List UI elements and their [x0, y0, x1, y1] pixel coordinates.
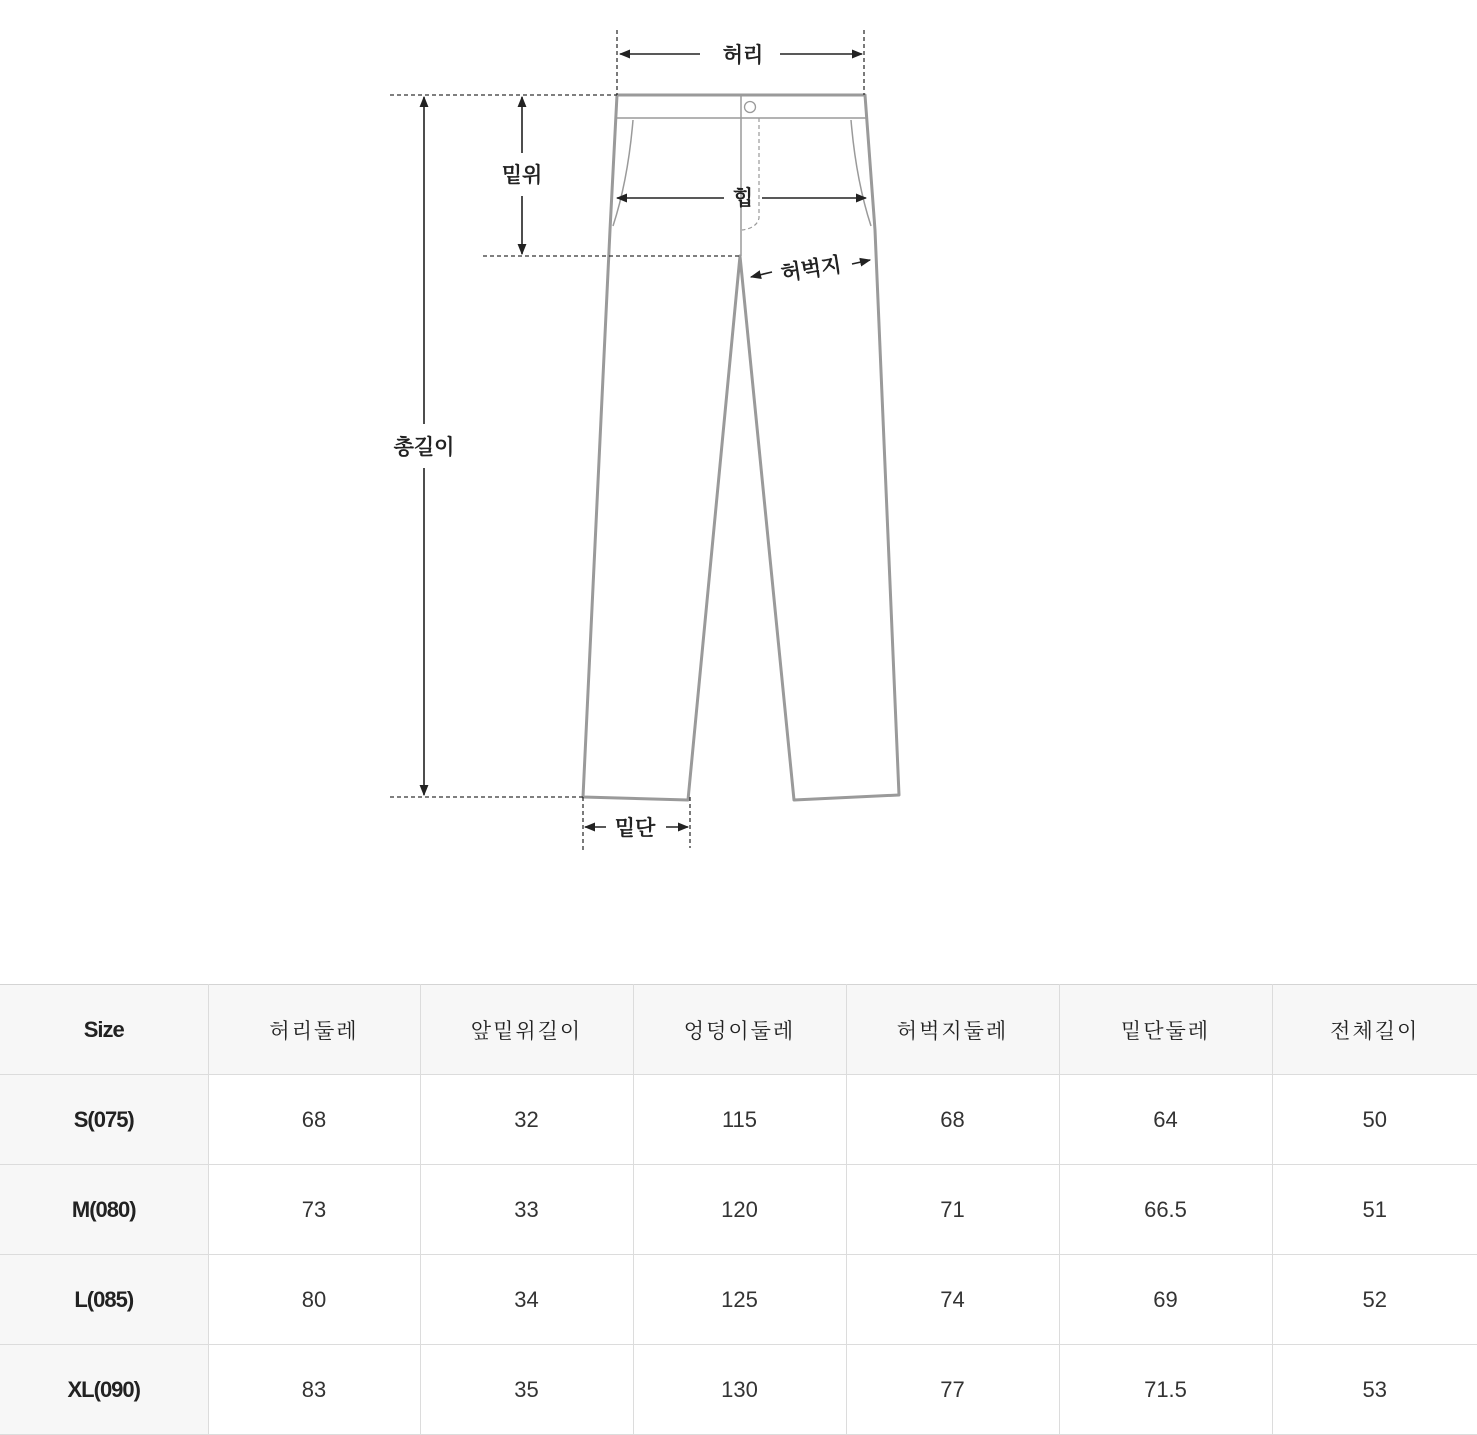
table-header-row [0, 985, 1477, 1075]
table-cell: 68 [846, 1075, 1059, 1165]
table-row [0, 1165, 1477, 1255]
table-cell: 80 [208, 1255, 420, 1345]
column-header-size: Size [0, 985, 208, 1075]
thigh-label: 허벅지 [779, 252, 844, 286]
size-cell: M(080) [0, 1165, 208, 1255]
hem-label: 밑단 [614, 816, 656, 840]
column-header-thigh: 허벅지둘레 [846, 985, 1059, 1075]
table-cell: 64 [1059, 1075, 1272, 1165]
column-header-hem: 밑단둘레 [1059, 985, 1272, 1075]
table-cell: 35 [420, 1345, 633, 1435]
table-cell: 69 [1059, 1255, 1272, 1345]
table-cell: 115 [633, 1075, 846, 1165]
guide-lines [390, 30, 864, 852]
table-cell: 53 [1272, 1345, 1477, 1435]
column-header-total-length: 전체길이 [1272, 985, 1477, 1075]
table-row [0, 1075, 1477, 1165]
table-cell: 33 [420, 1165, 633, 1255]
table-cell: 66.5 [1059, 1165, 1272, 1255]
table-cell: 50 [1272, 1075, 1477, 1165]
table-cell: 71.5 [1059, 1345, 1272, 1435]
table-cell: 83 [208, 1345, 420, 1435]
table-cell: 125 [633, 1255, 846, 1345]
column-header-hip: 엉덩이둘레 [633, 985, 846, 1075]
table-cell: 51 [1272, 1165, 1477, 1255]
table-row [0, 1345, 1477, 1435]
table-row [0, 1255, 1477, 1345]
waist-label: 허리 [722, 43, 764, 67]
rise-label: 밑위 [501, 163, 543, 187]
column-header-waist: 허리둘레 [208, 985, 420, 1075]
column-header-front-rise: 앞밑위길이 [420, 985, 633, 1075]
table-cell: 34 [420, 1255, 633, 1345]
size-cell: XL(090) [0, 1345, 208, 1435]
total-length-label: 총길이 [393, 435, 455, 459]
table-cell: 73 [208, 1165, 420, 1255]
size-cell: L(085) [0, 1255, 208, 1345]
table-cell: 74 [846, 1255, 1059, 1345]
size-chart-table [0, 984, 1477, 1435]
table-cell: 120 [633, 1165, 846, 1255]
table-cell: 130 [633, 1345, 846, 1435]
table-cell: 71 [846, 1165, 1059, 1255]
table-cell: 68 [208, 1075, 420, 1165]
size-cell: S(075) [0, 1075, 208, 1165]
table-cell: 52 [1272, 1255, 1477, 1345]
hip-label: 힙 [732, 186, 754, 210]
table-cell: 77 [846, 1345, 1059, 1435]
table-cell: 32 [420, 1075, 633, 1165]
